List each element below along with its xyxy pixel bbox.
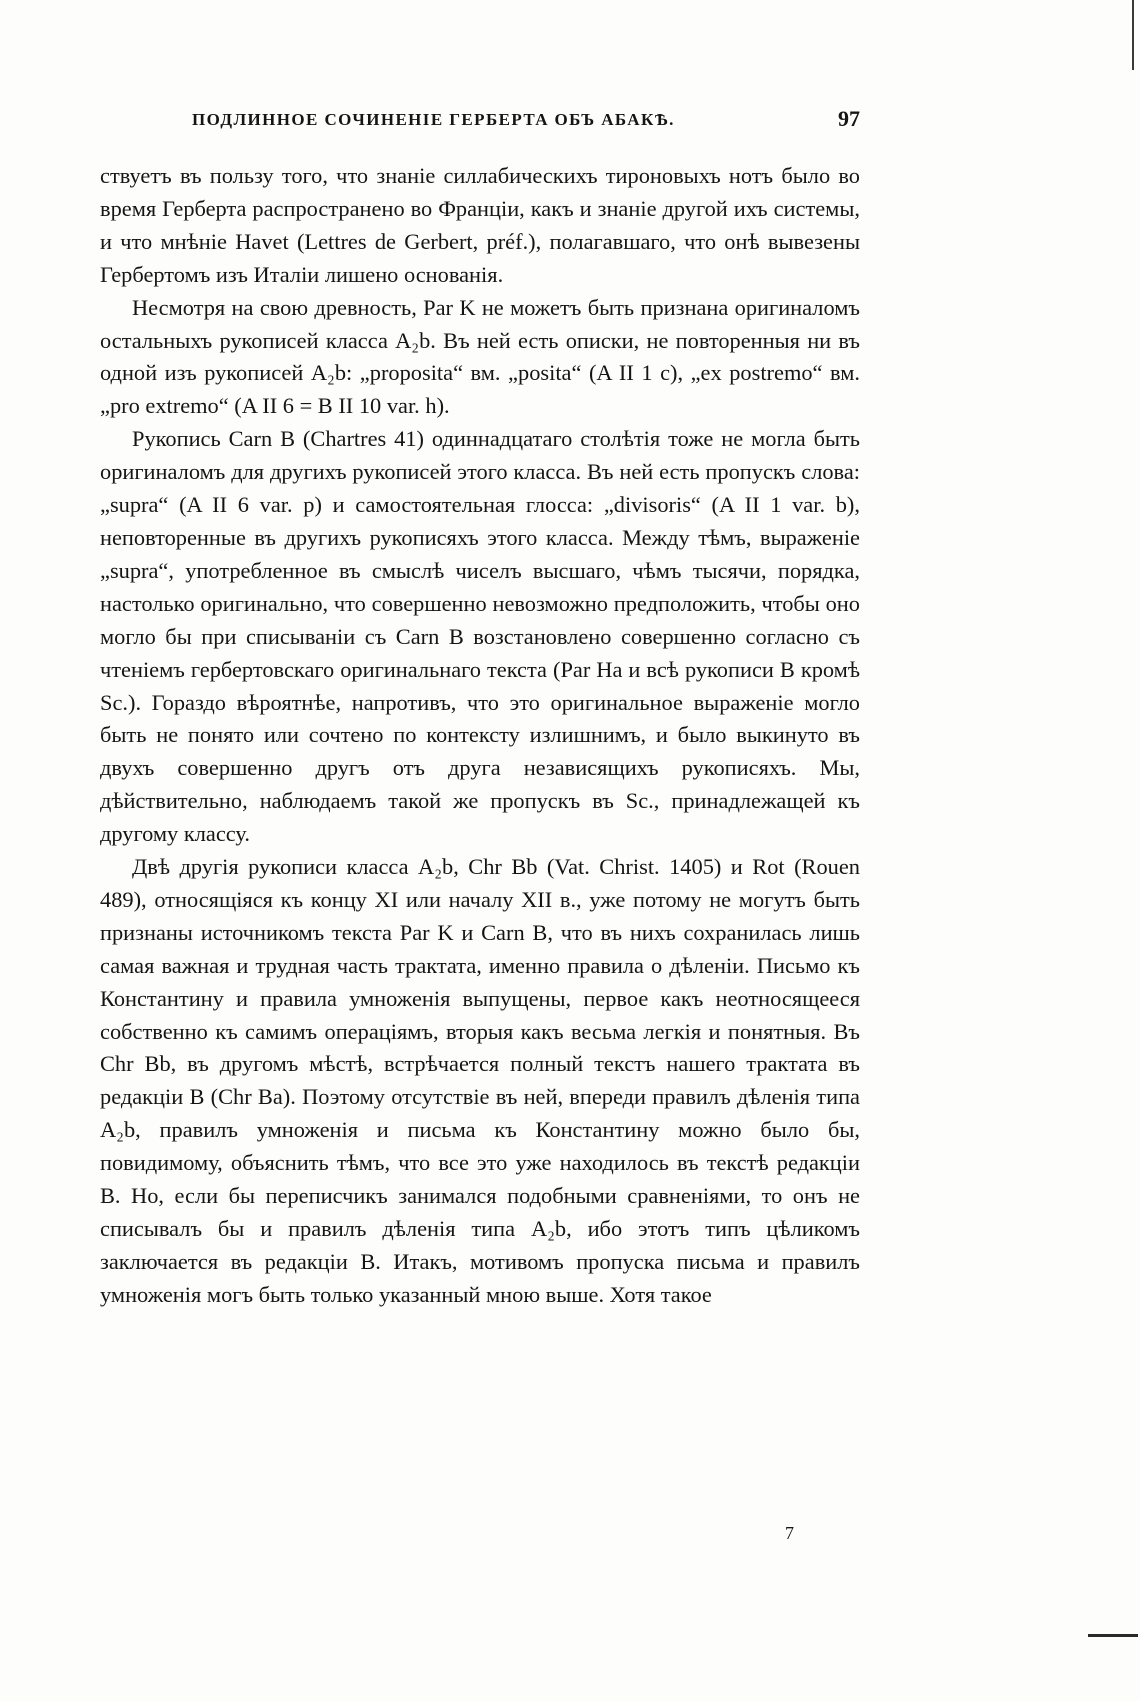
body-text bbox=[100, 160, 860, 1312]
page-header bbox=[100, 106, 860, 140]
paragraph-par-k: Несмотря на свою древность, Par K не можетъ быть признана оригиналомъ остальныхъ рукописей класса A₂b. Въ ней есть описки, не повторенныя ни въ одной изъ рукописей A₂b: „proposita“ вм. „posita“ (A II 1 c), „ex postremo“ вм. „pro extremo“ (A II 6 = B II 10 var. h). bbox=[100, 294, 860, 419]
signature-mark: 7 bbox=[785, 1523, 794, 1543]
page-number: 97 bbox=[838, 106, 860, 131]
scan-edge-line bbox=[1132, 0, 1134, 70]
paragraph-chr-bb-rot: Двѣ другія рукописи класса A₂b, Chr Bb (Vat. Christ. 1405) и Rot (Rouen 489), относящіяся къ концу XI или началу XII в., уже потому не могутъ быть признаны источникомъ текста Par K и Carn B, что въ нихъ сохранилась лишь самая важная и трудная часть трактата, именно правила о дѣленіи. Письмо къ Константину и правила умноженія выпущены, первое какъ неотносящееся собственно къ самимъ операціямъ, вторыя какъ весьма легкія и понятныя. Въ Chr Bb, въ другомъ мѣстѣ, встрѣчается полный текстъ нашего трактата въ редакціи B (Chr Ba). Поэтому отсутствіе въ ней, впереди правилъ дѣленія типа A₂b, правилъ умноженія и письма къ Константину можно было бы, повидимому, объяснить тѣмъ, что все это уже находилось въ текстѣ редакціи B. Но, если бы переписчикъ занимался подобными сравненіями, то онъ не списывалъ бы и правилъ дѣленія типа A₂b, ибо этотъ типъ цѣликомъ заключается въ редакціи B. Итакъ, мотивомъ пропуска письма и правилъ умноженія могъ быть только указанный мною выше. Хотя такое bbox=[100, 854, 860, 1307]
scan-edge-dash bbox=[1088, 1634, 1138, 1637]
running-title: ПОДЛИННОЕ СОЧИНЕНІЕ ГЕРБЕРТА ОБЪ АБАКѢ. bbox=[192, 110, 675, 129]
paragraph-continuation: ствуетъ въ пользу того, что знаніе силлабическихъ тироновыхъ нотъ было во время Герберта распространено во Франціи, какъ и знаніе другой ихъ системы, и что мнѣніе Havet (Lettres de Gerbert, préf.), полагавшаго, что онѣ вывезены Гербертомъ изъ Италіи лишено основанія. bbox=[100, 163, 860, 287]
paragraph-carn-b: Рукопись Carn B (Chartres 41) одиннадцатаго столѣтія тоже не могла быть оригиналомъ для другихъ рукописей этого класса. Въ ней есть пропускъ слова: „supra“ (A II 6 var. p) и самостоятельная глосса: „divisoris“ (A II 1 var. b), неповторенные въ другихъ рукописяхъ этого класса. Между тѣмъ, выраженіе „supra“, употребленное въ смыслѣ чиселъ высшаго, чѣмъ тысячи, порядка, настолько оригинально, что совершенно невозможно предположить, чтобы оно могло бы при списываніи съ Carn B возстановлено совершенно согласно съ чтеніемъ гербертовскаго оригинальнаго текста (Par Ha и всѣ рукописи B кромѣ Sc.). Гораздо вѣроятнѣе, напротивъ, что это оригинальное выраженіе могло быть не понято или сочтено по контексту излишнимъ, и было выкинуто въ двухъ совершенно другъ отъ друга независящихъ рукописяхъ. Мы, дѣйствительно, наблюдаемъ такой же пропускъ въ Sc., принадлежащей къ другому классу. bbox=[100, 426, 860, 847]
